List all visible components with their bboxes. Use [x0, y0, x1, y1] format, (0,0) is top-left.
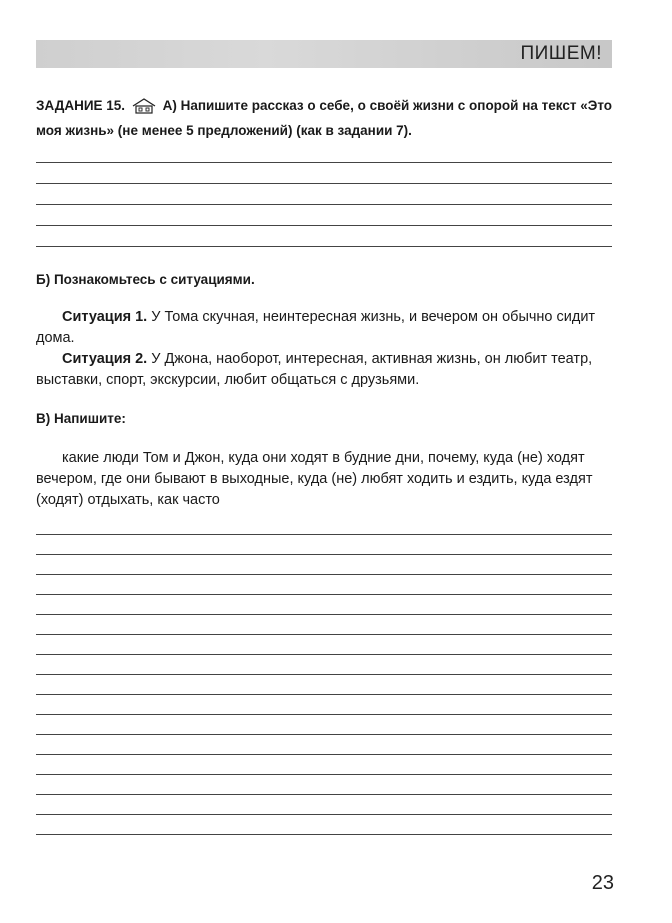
- page-number: 23: [591, 872, 614, 894]
- situation-2-text: У Джона, наоборот, интересная, активная жизнь, он любит театр, выставки, спорт, экскурсии, любит общаться с друзьями.: [36, 351, 593, 388]
- task-text: А) Напишите рассказ о себе, о своёй жизни с опорой на текст «Это моя жизнь» (не менее 5 предложений) (как в задании 7).: [36, 98, 613, 138]
- situations-block: [36, 307, 614, 391]
- section-title: ПИШЕМ!: [520, 43, 602, 64]
- answer-lines-v[interactable]: [36, 534, 612, 835]
- situation-1: [36, 307, 614, 349]
- part-v-heading: В) Напишите:: [36, 411, 126, 426]
- situation-1-label: Ситуация 1.: [62, 309, 148, 325]
- situation-1-text: У Тома скучная, неинтересная жизнь, и вечером он обычно сидит дома.: [36, 309, 596, 346]
- part-b-heading: Б) Познакомьтесь с ситуациями.: [36, 272, 255, 287]
- house-icon: [132, 98, 156, 120]
- task-block: [36, 95, 616, 141]
- situation-2: [36, 349, 614, 391]
- section-header-bar: [36, 40, 612, 68]
- answer-lines-a[interactable]: [36, 162, 612, 247]
- task-number: ЗАДАНИЕ 15.: [36, 98, 126, 113]
- writing-prompt: какие люди Том и Джон, куда они ходят в будние дни, почему, куда (не) ходят вечером, где они бывают в выходные, куда (не) любят ходить и ездить, куда ездят (ходят) отдыхать, как часто: [36, 450, 593, 508]
- situation-2-label: Ситуация 2.: [62, 351, 148, 367]
